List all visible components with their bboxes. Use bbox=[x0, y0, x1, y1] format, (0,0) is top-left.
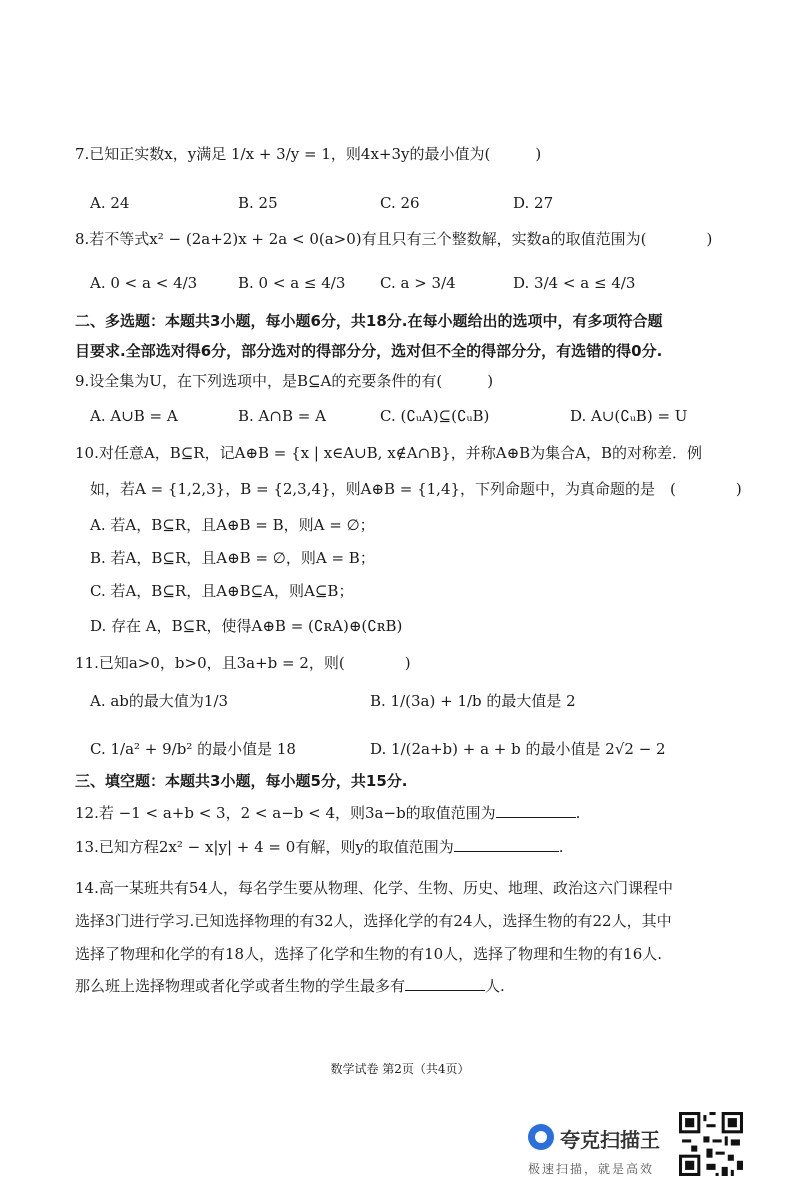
q13-answer-blank[interactable] bbox=[454, 837, 559, 852]
q7-option-d: D. 27 bbox=[513, 194, 554, 212]
q14-answer-blank[interactable] bbox=[405, 976, 485, 991]
q13-stem: 13.已知方程2x² − x|y| + 4 = 0有解，则y的取值范围为 bbox=[75, 838, 454, 856]
q13-line bbox=[75, 836, 564, 858]
q8-option-d: D. 3/4 < a ≤ 4/3 bbox=[513, 274, 636, 292]
q12-stem: 12.若 −1 < a+b < 3，2 < a−b < 4，则3a−b的取值范围为 bbox=[75, 804, 496, 822]
q11-option-d: D. 1/(2a+b) + a + b 的最小值是 2√2 − 2 bbox=[370, 740, 666, 758]
q9-option-b: B. A∩B = A bbox=[238, 407, 326, 425]
q9-stem: 9.设全集为U，在下列选项中，是B⊆A的充要条件的有( ) bbox=[75, 372, 494, 390]
q11-stem: 11.已知a>0，b>0，且3a+b = 2，则( ) bbox=[75, 654, 411, 672]
section2-header-line2: 目要求.全部选对得6分，部分选对的得部分分，选对但不全的得部分分，有选错的得0分. bbox=[75, 342, 663, 360]
q11-option-b: B. 1/(3a) + 1/b 的最大值是 2 bbox=[370, 692, 576, 710]
scanner-slogan: 极速扫描，就是高效 bbox=[528, 1162, 655, 1176]
q12-line bbox=[75, 802, 580, 824]
q10-stem-line2: 如，若A = {1,2,3}，B = {2,3,4}，则A⊕B = {1,4}，下列命题中，为真命题的是 ( ) bbox=[90, 480, 742, 498]
q10-option-d: D. 存在 A，B⊆R，使得A⊕B = (∁ʀA)⊕(∁ʀB) bbox=[90, 617, 403, 635]
q14-line1: 14.高一某班共有54人，每名学生要从物理、化学、生物、历史、地理、政治这六门课程中 bbox=[75, 879, 673, 897]
q14-line4-text: 那么班上选择物理或者化学或者生物的学生最多有 bbox=[75, 977, 406, 995]
q10-option-b: B. 若A，B⊆R，且A⊕B = ∅，则A = B； bbox=[90, 549, 375, 567]
q14-line3: 选择了物理和化学的有18人，选择了化学和生物的有10人，选择了物理和生物的有16人. bbox=[75, 945, 663, 963]
qr-code-icon bbox=[679, 1112, 743, 1176]
q9-option-c: C. (∁ᵤA)⊆(∁ᵤB) bbox=[380, 407, 490, 425]
q11-option-c: C. 1/a² + 9/b² 的最小值是 18 bbox=[90, 740, 296, 758]
q14-line4 bbox=[75, 975, 505, 997]
q8-option-c: C. a > 3/4 bbox=[380, 274, 456, 292]
q14-end: 人. bbox=[485, 977, 505, 995]
q7-option-b: B. 25 bbox=[238, 194, 278, 212]
q12-answer-blank[interactable] bbox=[496, 803, 576, 818]
q9-option-a: A. A∪B = A bbox=[90, 407, 178, 425]
section3-header: 三、填空题：本题共3小题，每小题5分，共15分. bbox=[75, 772, 408, 790]
q10-option-c: C. 若A，B⊆R，且A⊕B⊆A，则A⊆B； bbox=[90, 582, 354, 600]
q10-option-a: A. 若A，B⊆R，且A⊕B = B，则A = ∅； bbox=[90, 516, 375, 534]
q13-end: . bbox=[558, 838, 564, 856]
q8-option-a: A. 0 < a < 4/3 bbox=[90, 274, 198, 292]
scanner-brand: 夸克扫描王 bbox=[560, 1128, 660, 1152]
q7-option-c: C. 26 bbox=[380, 194, 420, 212]
q14-line2: 选择3门进行学习.已知选择物理的有32人，选择化学的有24人，选择生物的有22人，其中 bbox=[75, 912, 672, 930]
section2-header-line1: 二、多选题：本题共3小题，每小题6分，共18分.在每小题给出的选项中，有多项符合题 bbox=[75, 312, 663, 330]
q7-stem: 7.已知正实数x，y满足 1/x + 3/y = 1，则4x+3y的最小值为( ) bbox=[75, 145, 542, 163]
page-footer: 数学试卷 第2页（共4页） bbox=[330, 1062, 470, 1076]
q8-stem: 8.若不等式x² − (2a+2)x + 2a < 0(a>0)有且只有三个整数解，实数a的取值范围为( ) bbox=[75, 230, 713, 248]
q7-option-a: A. 24 bbox=[90, 194, 130, 212]
q10-stem-line1: 10.对任意A，B⊆R，记A⊕B = {x | x∈A∪B, x∉A∩B}，并称A⊕B为集合A，B的对称差．例 bbox=[75, 444, 703, 462]
q12-end: . bbox=[575, 804, 581, 822]
q11-option-a: A. ab的最大值为1/3 bbox=[90, 692, 229, 710]
quark-logo-icon bbox=[528, 1124, 554, 1150]
q8-option-b: B. 0 < a ≤ 4/3 bbox=[238, 274, 346, 292]
q9-option-d: D. A∪(∁ᵤB) = U bbox=[570, 407, 688, 425]
